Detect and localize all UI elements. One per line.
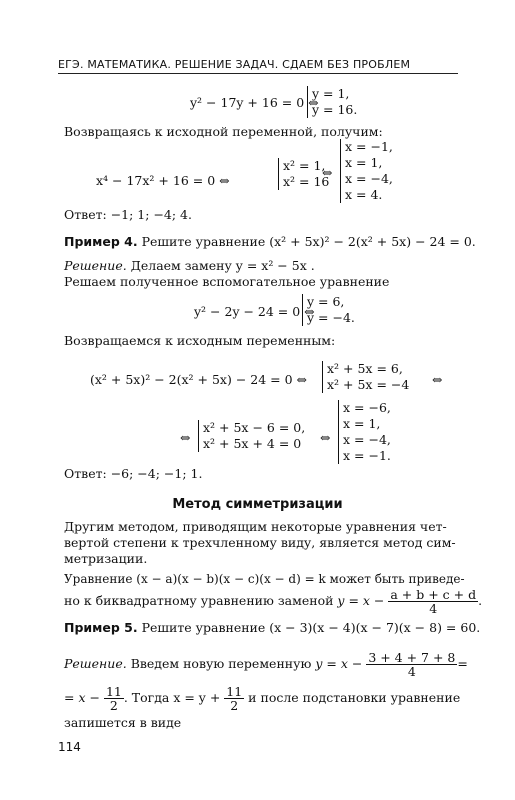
punctuation: = [457,656,468,671]
paragraph-text: . Тогда x = y + [123,690,221,705]
solution-text: Делаем замену y = x² − 5x . [130,258,315,273]
formula: y = x − [315,656,363,671]
system-line: x = 1, [345,155,383,170]
equation-substituted: (x² + 5x)² − 2(x² + 5x) − 24 = 0 ⇔ [90,372,308,387]
system-line: x = −4, [345,171,393,186]
fraction-denominator: 2 [109,698,118,713]
formula: = x − [64,690,100,705]
fraction-numerator: 3 + 4 + 7 + 8 [368,650,456,665]
paragraph-line: Уравнение (x − a)(x − b)(x − c)(x − d) = k может быть приведе- [64,572,465,586]
system-line: y = −4. [307,310,355,325]
fraction [388,588,478,615]
text-auxiliary: Решаем полученное вспомогательное уравнение [64,274,390,289]
equation-auxiliary: y² − 2y − 24 = 0 ⇔ [194,304,315,319]
answer-example-4: Ответ: −6; −4; −1; 1. [64,466,203,481]
system-y-aux-roots [302,294,355,326]
fraction [366,651,457,678]
system-line: x = −4, [343,432,391,447]
fraction [104,685,124,712]
solution-4-line [64,258,315,274]
solution-label: Решение. [64,258,127,273]
solution-5-line-2 [64,685,460,712]
system-line: x² = 16 [283,174,330,189]
answer-example-3: Ответ: −1; 1; −4; 4. [64,207,192,222]
example-label: Пример 5. [64,620,138,635]
fraction-denominator: 4 [429,601,438,616]
paragraph-text: и после подстановки уравнение [244,690,461,705]
section-heading: Метод симметризации [172,497,343,512]
system-line: x = 1, [343,416,381,431]
equivalence-arrow: ⇔ [432,372,443,387]
system-x2-5x [322,361,409,393]
example-label: Пример 4. [64,234,138,249]
system-y-roots [307,86,357,118]
paragraph-line: Другим методом, приводящим некоторые уравнения чет- [64,519,447,534]
text-return-variables: Возвращаемся к исходным переменным: [64,333,336,348]
system-quadratics [198,420,305,452]
paragraph-line: запишется в виде [64,715,182,730]
system-line: x² = 1, [283,158,326,173]
paragraph-line: метризации. [64,551,148,566]
system-line: y = 1, [312,86,350,101]
text-return-variable: Возвращаясь к исходной переменной, получим: [64,124,383,139]
example-4-line [64,234,476,250]
equivalence-arrow: ⇔ [322,165,333,180]
system-line: y = 16. [312,102,358,117]
solution-5-line [64,651,468,678]
paragraph-text: но к биквадратному уравнению заменой [64,593,334,608]
equivalence-arrow: ⇔ [180,430,191,445]
equation-biquadratic: x⁴ − 17x² + 16 = 0 ⇔ [96,173,230,188]
solution-text: Введем новую переменную [130,656,312,671]
example-text: Решите уравнение (x − 3)(x − 4)(x − 7)(x − 8) = 60. [141,620,481,635]
fraction-numerator: a + b + c + d [390,587,477,602]
formula: y = x − [337,593,385,608]
system-line: x = −6, [343,400,391,415]
system-line: x² + 5x = 6, [327,361,403,376]
system-line: x² + 5x = −4 [327,377,410,392]
paragraph-line: вертой степени к трехчленному виду, является метод сим- [64,535,456,550]
system-line: x = −1, [345,139,393,154]
system-final-roots [338,400,391,464]
example-5-line [64,620,480,636]
fraction-denominator: 4 [407,664,416,679]
fraction-numerator: 11 [105,684,122,699]
system-line: x² + 5x − 6 = 0, [203,420,306,435]
running-header: ЕГЭ. МАТЕМАТИКА. РЕШЕНИЕ ЗАДАЧ. СДАЕМ БЕЗ ПРОБЛЕМ [58,58,458,74]
page-number: 114 [58,740,81,754]
solution-label: Решение. [64,656,127,671]
fraction-denominator: 2 [230,698,239,713]
paragraph-line-substitution [64,588,482,615]
system-line: x = 4. [345,187,383,202]
equation-quadratic-y: y² − 17y + 16 = 0 ⇔ [190,95,319,110]
system-line: x² + 5x + 4 = 0 [203,436,302,451]
system-line: y = 6, [307,294,345,309]
example-text: Решите уравнение (x² + 5x)² − 2(x² + 5x) − 24 = 0. [141,234,476,249]
punctuation: . [478,593,483,608]
system-line: x = −1. [343,448,391,463]
fraction-numerator: 11 [226,684,243,699]
fraction [224,685,244,712]
equivalence-arrow: ⇔ [320,430,331,445]
system-x-roots [340,139,393,203]
